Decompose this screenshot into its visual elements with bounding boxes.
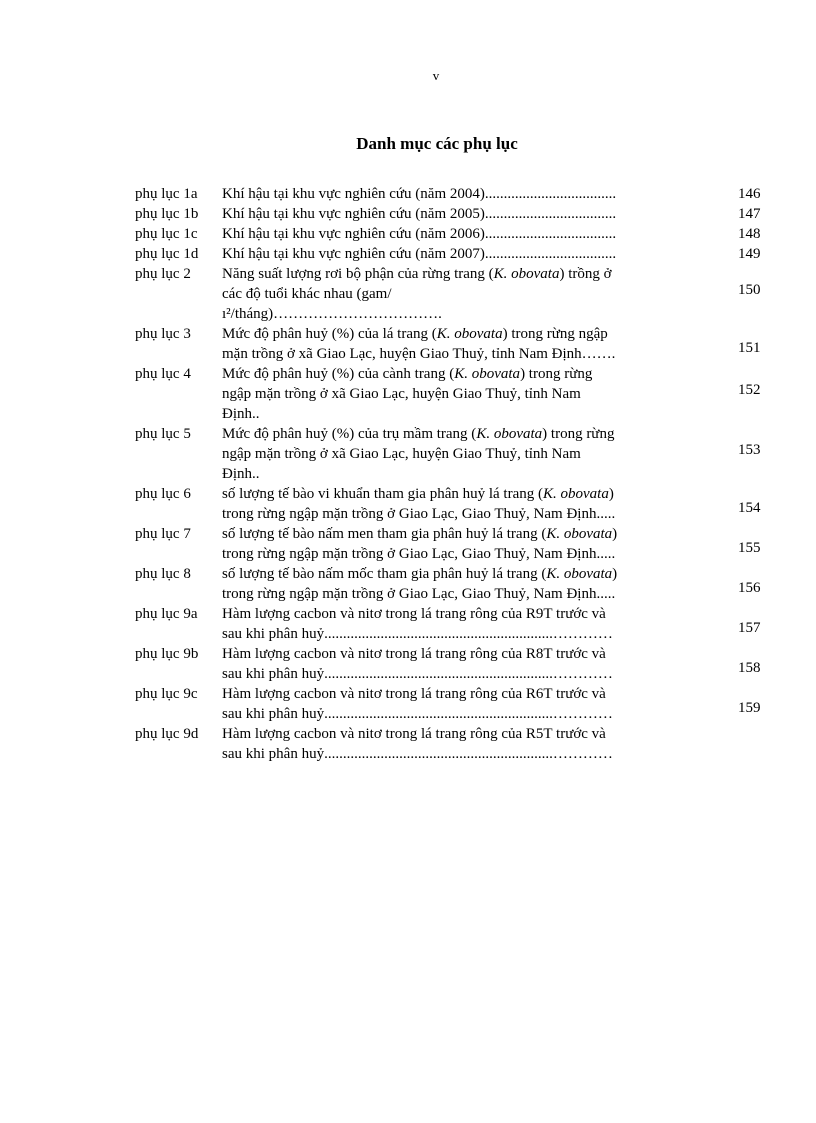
- appendix-title: [222, 244, 702, 264]
- title-line: [222, 484, 702, 504]
- appendix-label: phụ lục 9d: [135, 726, 199, 742]
- appendix-label: phụ lục 7: [135, 526, 191, 542]
- title-line: [222, 704, 702, 724]
- appendix-label: phụ lục 6: [135, 486, 191, 502]
- appendix-label: phụ lục 2: [135, 266, 191, 282]
- title-line: [222, 184, 702, 204]
- appendix-title: [222, 684, 702, 724]
- appendix-title: [222, 424, 702, 484]
- title-text: Hàm lượng cacbon và nitơ trong lá trang rông của R9T trước và: [222, 606, 606, 622]
- appendix-label: phụ lục 1d: [135, 246, 199, 262]
- appendix-title: [222, 724, 702, 764]
- page-reference: 149: [738, 246, 761, 262]
- appendix-label: phụ lục 5: [135, 426, 191, 442]
- appendix-label: phụ lục 9b: [135, 646, 199, 662]
- title-text: các độ tuổi khác nhau (gam/: [222, 286, 392, 302]
- title-text: trong rừng ngập mặn trồng ở Giao Lạc, Giao Thuỷ, Nam Định.....: [222, 586, 616, 602]
- title-line: [222, 644, 702, 664]
- title-line: [222, 584, 702, 604]
- page-reference: 159: [738, 700, 761, 716]
- appendix-title: [222, 184, 702, 204]
- title-line: [222, 284, 702, 304]
- page-reference: 152: [738, 382, 761, 398]
- title-text: ) trong rừng ngập: [502, 326, 608, 342]
- title-text: ): [608, 486, 614, 502]
- title-text: ngập mặn trồng ở xã Giao Lạc, huyện Giao Thuỷ, tỉnh Nam: [222, 386, 581, 402]
- title-text: sau khi phân huỷ.............................................................…………: [222, 626, 613, 642]
- title-line: [222, 264, 702, 284]
- title-text: số lượng tế bào nấm mốc tham gia phân huỷ lá trang (: [222, 566, 547, 582]
- appendix-title: [222, 644, 702, 684]
- title-text: Định..: [222, 466, 260, 482]
- page-reference: 146: [738, 186, 761, 202]
- page-title: Danh mục các phụ lục: [356, 134, 518, 153]
- appendix-title: [222, 604, 702, 644]
- title-text: ngập mặn trồng ở xã Giao Lạc, huyện Giao Thuỷ, tỉnh Nam: [222, 446, 581, 462]
- species-name: K. obovata: [546, 566, 613, 582]
- title-line: [222, 504, 702, 524]
- appendix-label: phụ lục 4: [135, 366, 191, 382]
- species-name: K. obovata: [476, 426, 543, 442]
- title-text: Khí hậu tại khu vực nghiên cứu (năm 2007)...................................: [222, 246, 617, 262]
- title-text: ı²/tháng)…………………………….: [222, 306, 442, 322]
- page-reference: 148: [738, 226, 761, 242]
- appendix-label: phụ lục 1c: [135, 226, 198, 242]
- title-text: Hàm lượng cacbon và nitơ trong lá trang rông của R6T trước và: [222, 686, 606, 702]
- title-text: Khí hậu tại khu vực nghiên cứu (năm 2005)...................................: [222, 206, 617, 222]
- title-text: ) trong rừng: [542, 426, 615, 442]
- title-line: [222, 444, 702, 464]
- title-text: trong rừng ngập mặn trồng ở Giao Lạc, Giao Thuỷ, Nam Định.....: [222, 546, 616, 562]
- page-reference: 150: [738, 282, 761, 298]
- title-line: [222, 684, 702, 704]
- title-line: [222, 544, 702, 564]
- title-text: số lượng tế bào vi khuẩn tham gia phân huỷ lá trang (: [222, 486, 543, 502]
- title-text: Khí hậu tại khu vực nghiên cứu (năm 2004)...................................: [222, 186, 617, 202]
- appendix-title: [222, 564, 702, 604]
- appendix-label: phụ lục 1b: [135, 206, 199, 222]
- species-name: K. obovata: [546, 526, 613, 542]
- title-text: Mức độ phân huỷ (%) của cành trang (: [222, 366, 455, 382]
- title-line: [222, 364, 702, 384]
- appendix-label: phụ lục 9a: [135, 606, 198, 622]
- title-text: sau khi phân huỷ.............................................................…………: [222, 746, 613, 762]
- title-text: số lượng tế bào nấm men tham gia phân huỷ lá trang (: [222, 526, 547, 542]
- appendix-title: [222, 204, 702, 224]
- title-line: [222, 384, 702, 404]
- title-line: [222, 604, 702, 624]
- title-text: ) trong rừng: [520, 366, 593, 382]
- species-name: K. obovata: [454, 366, 521, 382]
- title-text: Mức độ phân huỷ (%) của lá trang (: [222, 326, 437, 342]
- title-text: Năng suất lượng rơi bộ phận của rừng trang (: [222, 266, 494, 282]
- page-reference: 154: [738, 500, 761, 516]
- title-text: sau khi phân huỷ.............................................................…………: [222, 666, 613, 682]
- title-text: ): [612, 566, 618, 582]
- page-reference: 147: [738, 206, 761, 222]
- title-line: [222, 464, 702, 484]
- title-line: [222, 324, 702, 344]
- title-line: [222, 244, 702, 264]
- appendix-label: phụ lục 8: [135, 566, 191, 582]
- title-text: ): [612, 526, 618, 542]
- appendix-label: phụ lục 3: [135, 326, 191, 342]
- species-name: K. obovata: [543, 486, 609, 502]
- title-line: [222, 424, 702, 444]
- page-number: v: [432, 68, 440, 83]
- species-name: K. obovata: [436, 326, 503, 342]
- page-reference: 156: [738, 580, 761, 596]
- appendix-title: [222, 484, 702, 524]
- title-text: Mức độ phân huỷ (%) của trụ mầm trang (: [222, 426, 477, 442]
- page-reference: 153: [738, 442, 761, 458]
- appendix-label: phụ lục 9c: [135, 686, 198, 702]
- title-text: mặn trồng ở xã Giao Lạc, huyện Giao Thuỷ, tỉnh Nam Định…….: [222, 346, 616, 362]
- title-line: [222, 724, 702, 744]
- page-reference: 157: [738, 620, 761, 636]
- title-line: [222, 744, 702, 764]
- title-text: ) trồng ở: [559, 266, 612, 282]
- page-reference: 155: [738, 540, 761, 556]
- page-reference: 151: [738, 340, 761, 356]
- title-line: [222, 564, 702, 584]
- title-line: [222, 624, 702, 644]
- appendix-title: [222, 264, 702, 324]
- appendix-title: [222, 324, 702, 364]
- title-line: [222, 664, 702, 684]
- page-reference: 158: [738, 660, 761, 676]
- appendix-label: phụ lục 1a: [135, 186, 198, 202]
- title-line: [222, 524, 702, 544]
- title-line: [222, 404, 702, 424]
- title-text: Khí hậu tại khu vực nghiên cứu (năm 2006)...................................: [222, 226, 617, 242]
- title-text: Định..: [222, 406, 260, 422]
- title-line: [222, 304, 702, 324]
- appendix-title: [222, 224, 702, 244]
- title-text: sau khi phân huỷ.............................................................…………: [222, 706, 613, 722]
- title-text: trong rừng ngập mặn trồng ở Giao Lạc, Giao Thuỷ, Nam Định.....: [222, 506, 616, 522]
- appendix-title: [222, 524, 702, 564]
- species-name: K. obovata: [493, 266, 560, 282]
- appendix-title: [222, 364, 702, 424]
- title-line: [222, 224, 702, 244]
- title-text: Hàm lượng cacbon và nitơ trong lá trang rông của R8T trước và: [222, 646, 606, 662]
- title-line: [222, 204, 702, 224]
- title-line: [222, 344, 702, 364]
- title-text: Hàm lượng cacbon và nitơ trong lá trang rông của R5T trước và: [222, 726, 606, 742]
